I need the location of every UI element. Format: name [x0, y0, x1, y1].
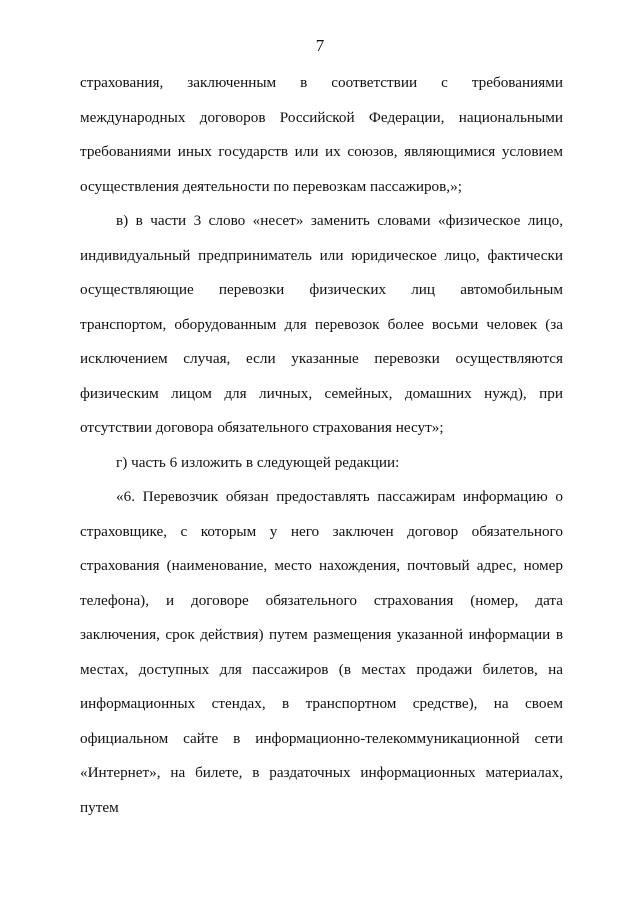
page-number: 7 [315, 36, 325, 55]
paragraph-part-6: «6. Перевозчик обязан предоставлять пассажирам информацию о страховщике, с которым у него заключен договор обязательного страхования (наименование, место нахождения, почтовый адрес, номер телефона), и договоре обязательного страхования (номер, дата заключения, срок действия) путем размещения указанной информации в местах, доступных для пассажиров (в местах продажи билетов, на информационных стендах, в транспортном средстве), на своем официальном сайте в информационно-телекоммуникационной сети «Интернет», на билете, в раздаточных информационных материалах, путем [80, 488, 563, 816]
paragraph-item-g: г) часть 6 изложить в следующей редакции: [116, 453, 400, 471]
document-body [80, 66, 563, 825]
paragraph-item-v: в) в части 3 слово «несет» заменить словами «физическое лицо, индивидуальный предприниматель или юридическое лицо, фактически осуществляющие перевозки физических лиц автомобильным транспортом, оборудованным для перевозок более восьми человек (за исключением случая, если указанные перевозки осуществляются физическим лицом для личных, семейных, домашних нужд), при отсутствии договора обязательного страхования несут»; [80, 212, 563, 436]
paragraph-continuation: страхования, заключенным в соответствии с требованиями международных договоров Российской Федерации, национальными требованиями иных государств или их союзов, являющимися условием осуществления деятельности по перевозкам пассажиров,»; [80, 74, 563, 195]
